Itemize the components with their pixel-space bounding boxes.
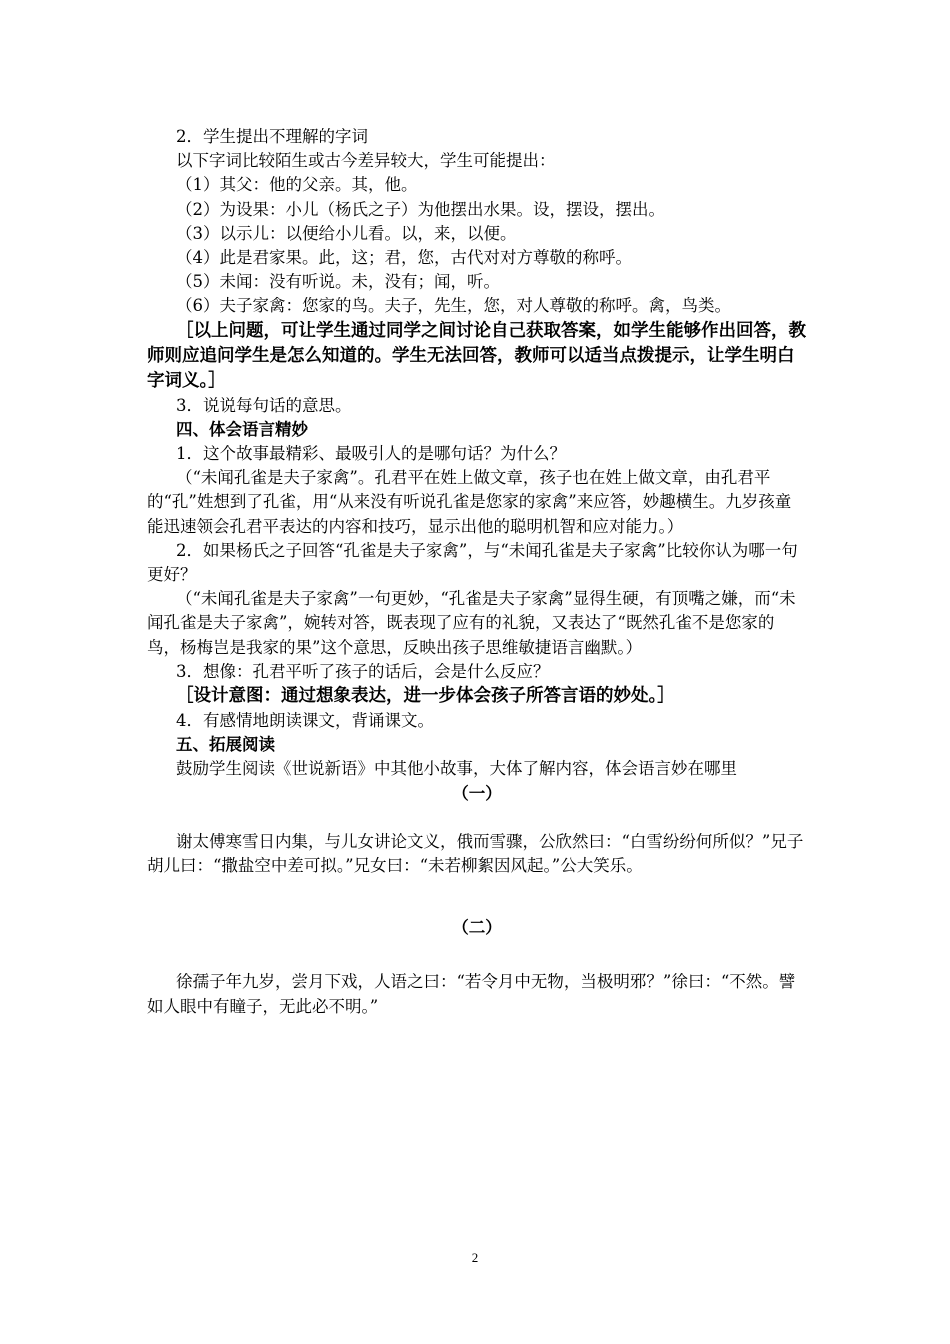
question-1: 1．这个故事最精彩、最吸引人的是哪句话？为什么？: [176, 444, 566, 464]
step-2-heading: 2．学生提出不理解的字词: [176, 127, 368, 146]
word-item-1: （1）其父：他的父亲。其，他。: [176, 175, 418, 195]
design-intent-note: ［设计意图：通过想象表达，进一步体会孩子所答言语的妙处。］: [176, 686, 675, 707]
spacer: [147, 940, 807, 970]
step-3: 3．说说每句话的意思。: [176, 395, 352, 415]
question-3: 3．想像：孔君平听了孩子的话后，会是什么反应？: [176, 661, 550, 681]
story-1-text: 谢太傅寒雪日内集，与儿女讲论文义，俄而雪骤，公欣然曰：“白雪纷纷何所似？”兄子胡儿曰：“撒盐空中差可拟。”兄女曰：“未若柳絮因风起。”公大笑乐。: [147, 831, 804, 876]
word-item-4: （4）此是君家果。此，这；君，您，古代对对方尊敬的称呼。: [176, 248, 632, 268]
teacher-note: ［以上问题，可让学生通过同学之间讨论自己获取答案，如学生能够作出回答，教师则应追问学生是怎么知道的。学生无法回答，教师可以适当点拨提示，让学生明白字词义。］: [147, 320, 806, 391]
word-item-6: （6）夫子家禽：您家的鸟。夫子，先生，您，对人尊敬的称呼。禽，鸟类。: [176, 296, 731, 316]
page-number: 2: [471, 1250, 479, 1265]
section-5-title: 五、拓展阅读: [176, 735, 275, 755]
word-item-2: （2）为设果：小儿（杨氏之子）为他摆出水果。设，摆设，摆出。: [176, 199, 665, 219]
spacer: [147, 806, 807, 830]
section-4-title: 四、体会语言精妙: [176, 419, 308, 439]
story-2-text: 徐孺子年九岁，尝月下戏，人语之曰：“若令月中无物，当极明邪？”徐曰：“不然。譬如人眼中有瞳子，无此必不明。”: [147, 972, 796, 1016]
story-2-title: （二）: [452, 918, 502, 938]
word-item-5: （5）未闻：没有听说。未，没有；闻，听。: [176, 272, 500, 292]
section-5-intro: 鼓励学生阅读《世说新语》中其他小故事，大体了解内容，体会语言妙在哪里: [176, 759, 737, 779]
document-body: [147, 125, 807, 1019]
question-4: 4．有感情地朗读课文，背诵课文。: [176, 711, 434, 731]
word-item-3: （3）以示儿：以便给小儿看。以，来，以便。: [176, 223, 517, 243]
intro-line: 以下字词比较陌生或古今差异较大，学生可能提出：: [176, 151, 556, 171]
question-2: 2．如果杨氏之子回答“孔雀是夫子家禽”，与“未闻孔雀是夫子家禽”比较你认为哪一句更好？: [147, 540, 798, 585]
spacer: [147, 878, 807, 916]
story-1-title: （一）: [452, 783, 502, 803]
answer-2: （“未闻孔雀是夫子家禽”一句更妙，“孔雀是夫子家禽”显得生硬，有顶嘴之嫌，而“未闻孔雀是夫子家禽”，婉转对答，既表现了应有的礼貌，又表达了“既然孔雀不是您家的鸟，杨梅岂是我家的果”这个意思，反映出孩子思维敏捷语言幽默。）: [147, 589, 796, 657]
answer-1: （“未闻孔雀是夫子家禽”。孔君平在姓上做文章，孩子也在姓上做文章，由孔君平的“孔”姓想到了孔雀，用“从来没有听说孔雀是您家的家禽”来应答，妙趣横生。九岁孩童能迅速领会孔君平表达的内容和技巧，显示出他的聪明机智和应对能力。）: [147, 468, 792, 536]
